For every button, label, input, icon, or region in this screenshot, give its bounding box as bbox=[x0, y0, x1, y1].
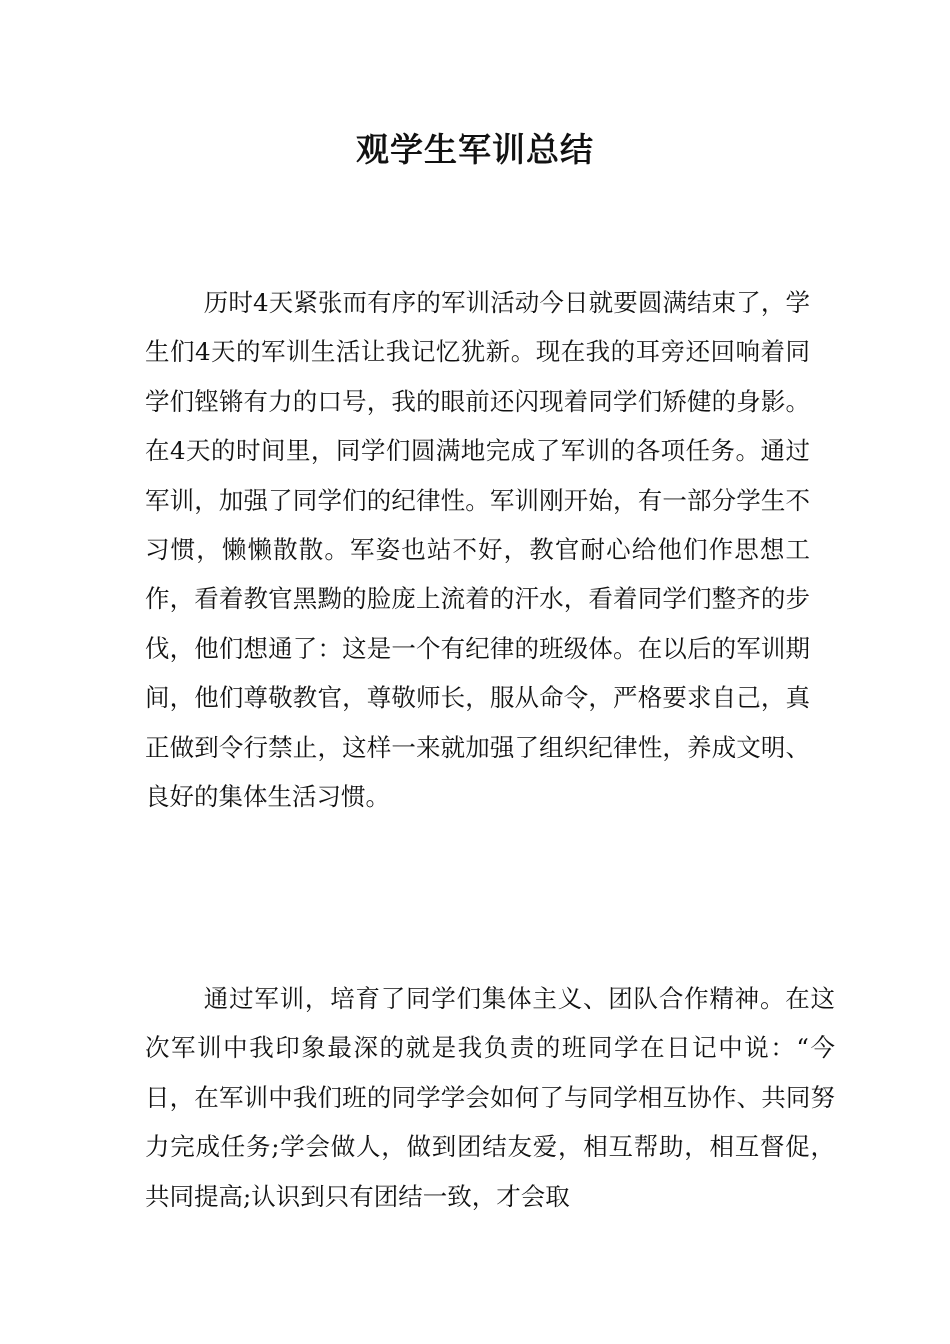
document-title: 观学生军训总结 bbox=[356, 130, 594, 169]
paragraph-2: 通过军训，培育了同学们集体主义、团队合作精神。在这次军训中我印象最深的就是我负责的班同学在日记中说：“今日，在军训中我们班的同学学会如何了与同学相互协作、共同努力完成任务;学会做人，做到团结友爱，相互帮助，相互督促，共同提高;认识到只有团结一致，才会取 bbox=[145, 984, 835, 1211]
paragraph-1: 历时4天紧张而有序的军训活动今日就要圆满结束了，学生们4天的军训生活让我记忆犹新。现在我的耳旁还回响着同学们铿锵有力的口号，我的眼前还闪现着同学们矫健的身影。在4天的时间里，同学们圆满地完成了军训的各项任务。通过军训，加强了同学们的纪律性。军训刚开始，有一部分学生不习惯，懒懒散散。军姿也站不好，教官耐心给他们作思想工作，看着教官黑黝的脸庞上流着的汗水，看着同学们整齐的步伐，他们想通了：这是一个有纪律的班级体。在以后的军训期间，他们尊敬教官，尊敬师长，服从命令，严格要求自己，真正做到令行禁止，这样一来就加强了组织纪律性，养成文明、良好的集体生活习惯。 bbox=[145, 288, 810, 812]
